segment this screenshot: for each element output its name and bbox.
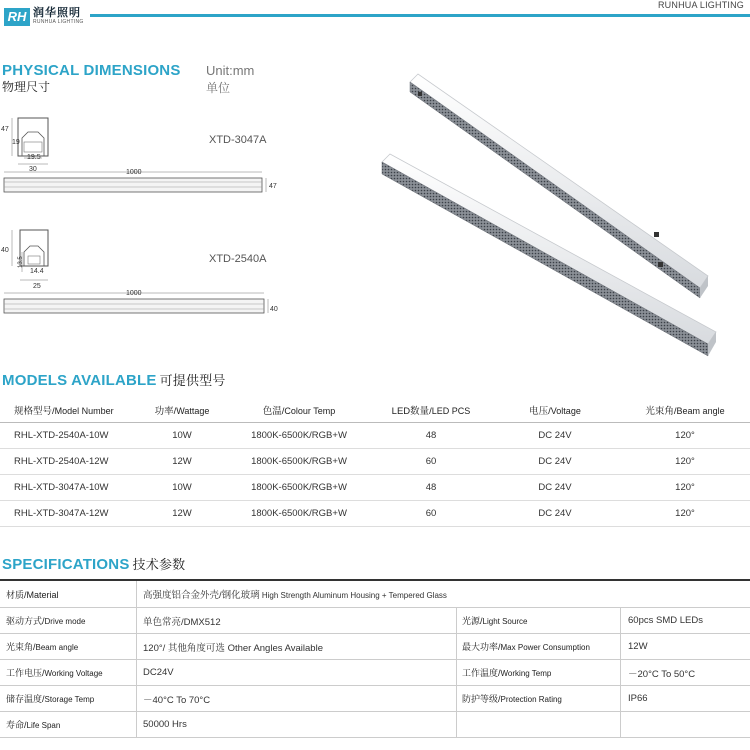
logo-cn-text: 润华照明 [33, 7, 81, 19]
models-table-header [0, 398, 750, 422]
unit-label-cn: 单位 [206, 81, 231, 95]
header-led-pcs: LED数量/LED PCS [372, 398, 490, 422]
table-row [0, 500, 750, 526]
spec-row-material [0, 581, 750, 608]
dimensions-title-cn: 物理尺寸 [2, 80, 51, 94]
cell-wattage: 10W [138, 474, 226, 500]
spec-value-beam-angle: 120°/ 其他角度可选 Other Angles Available [143, 642, 323, 654]
models-title [2, 370, 226, 389]
cell-colour-temp: 1800K-6500K/RGB+W [226, 500, 372, 526]
cell-wattage: 12W [138, 500, 226, 526]
dim-side: 47 [269, 183, 277, 190]
page-header [0, 0, 750, 24]
cell-voltage: DC 24V [490, 500, 620, 526]
dim-width: 30 [29, 166, 37, 173]
dim-height: 47 [1, 126, 9, 133]
header-colour-temp: 色温/Colour Temp [226, 398, 372, 422]
model-label-2540a: XTD-2540A [209, 253, 267, 265]
cell-model: RHL-XTD-2540A-12W [0, 448, 138, 474]
specs-title-cn: 技术参数 [132, 557, 186, 572]
table-row [0, 448, 750, 474]
dim-height: 40 [1, 247, 9, 254]
spec-value-drive-mode: 单色常亮/DMX512 [143, 616, 221, 628]
spec-row [0, 712, 750, 738]
unit-label: Unit:mm [206, 63, 255, 78]
models-title-en: MODELS AVAILABLE [2, 372, 157, 389]
logo-en-text: RUNHUA LIGHTING [33, 19, 84, 25]
dim-inner-width: 19.5 [27, 154, 41, 161]
spec-value-light-source: 60pcs SMD LEDs [628, 615, 703, 626]
dim-length: 1000 [126, 169, 142, 176]
model-label-3047a: XTD-3047A [209, 134, 267, 146]
spec-label-max-power: 最大功率/Max Power Consumption [462, 642, 590, 652]
cell-colour-temp: 1800K-6500K/RGB+W [226, 474, 372, 500]
spec-row [0, 608, 750, 634]
dim-length: 1000 [126, 290, 142, 297]
cell-led-pcs: 60 [372, 500, 490, 526]
spec-row [0, 634, 750, 660]
logo-mark: RH [4, 8, 30, 26]
table-row [0, 422, 750, 448]
cell-led-pcs: 60 [372, 448, 490, 474]
xtd-2540a-cross-section [0, 226, 70, 294]
header-wattage: 功率/Wattage [138, 398, 226, 422]
header-rule [90, 14, 750, 17]
cell-colour-temp: 1800K-6500K/RGB+W [226, 422, 372, 448]
header-beam-angle: 光束角/Beam angle [620, 398, 750, 422]
spec-label-storage-temp: 储存温度/Storage Temp [6, 694, 95, 704]
cell-beam-angle: 120° [620, 448, 750, 474]
cell-wattage: 12W [138, 448, 226, 474]
cell-led-pcs: 48 [372, 474, 490, 500]
spec-label-working-temp: 工作温度/Working Temp [462, 668, 552, 678]
cell-voltage: DC 24V [490, 448, 620, 474]
xtd-3047a-profile-drawing [0, 166, 280, 198]
product-photo [378, 66, 750, 360]
cell-voltage: DC 24V [490, 474, 620, 500]
runhua-logo [4, 6, 84, 28]
models-title-cn: 可提供型号 [159, 373, 226, 388]
cell-beam-angle: 120° [620, 500, 750, 526]
cell-voltage: DC 24V [490, 422, 620, 448]
cell-model: RHL-XTD-3047A-12W [0, 500, 138, 526]
spec-row [0, 660, 750, 686]
header-model-number: 规格型号/Model Number [0, 398, 138, 422]
xtd-2540a-profile-drawing [0, 287, 290, 321]
spec-label-protection-rating: 防护等级/Protection Rating [462, 694, 562, 704]
spec-value-life-span: 50000 Hrs [143, 719, 187, 730]
dim-side: 40 [270, 306, 278, 313]
spec-row [0, 686, 750, 712]
spec-value-max-power: 12W [628, 641, 648, 652]
cell-model: RHL-XTD-3047A-10W [0, 474, 138, 500]
dim-inner-height: 19 [12, 139, 20, 146]
cell-colour-temp: 1800K-6500K/RGB+W [226, 448, 372, 474]
spec-value-storage-temp: －40°C To 70°C [143, 694, 211, 706]
models-table [0, 398, 750, 527]
brand-name-right: RUNHUA LIGHTING [657, 0, 744, 10]
spec-value-working-voltage: DC24V [143, 667, 174, 678]
cell-led-pcs: 48 [372, 422, 490, 448]
specs-title-en: SPECIFICATIONS [2, 556, 130, 573]
spec-value-protection-rating: IP66 [628, 693, 648, 704]
cell-beam-angle: 120° [620, 422, 750, 448]
spec-label-material: 材质/Material [6, 589, 59, 600]
dim-inner-width: 14.4 [30, 268, 44, 275]
spec-label-drive-mode: 驱动方式/Drive mode [6, 616, 86, 626]
cell-wattage: 10W [138, 422, 226, 448]
spec-label-light-source: 光源/Light Source [462, 616, 528, 626]
table-row [0, 474, 750, 500]
cell-model: RHL-XTD-2540A-10W [0, 422, 138, 448]
dim-inner-height: 13.5 [18, 256, 24, 268]
dimensions-title: PHYSICAL DIMENSIONS [2, 62, 181, 79]
spec-value-material: 高强度铝合金外壳/钢化玻璃 High Strength Aluminum Housing + Tempered Glass [143, 590, 447, 601]
spec-label-beam-angle: 光束角/Beam angle [6, 642, 79, 652]
spec-label-life-span: 寿命/Life Span [6, 720, 61, 730]
spec-value-working-temp: －20°C To 50°C [628, 668, 696, 680]
spec-label-working-voltage: 工作电压/Working Voltage [6, 668, 103, 678]
cell-beam-angle: 120° [620, 474, 750, 500]
dim-width: 25 [33, 283, 41, 290]
header-voltage: 电压/Voltage [490, 398, 620, 422]
specs-title [2, 554, 185, 573]
